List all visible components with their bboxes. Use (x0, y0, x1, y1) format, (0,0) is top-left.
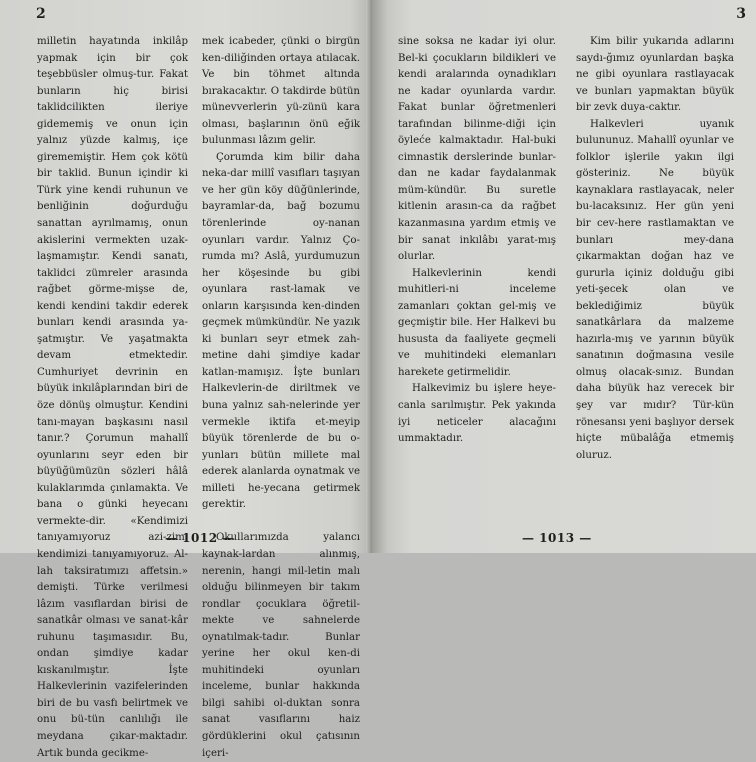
right-page (372, 0, 756, 553)
left-page-column-1 (37, 34, 188, 762)
paragraph: Halkevleri uyanık bulununuz. Mahallî oyunlar ve folklor işlerile yakın ilgi gösteriniz. Ne büyük kaynaklara rastlayacak, neler bu-lacaksınız. Her gün yeni bir cev-here rastlamaktan ve bunları mey-dana çıkarmaktan doğan haz ve gururla içiniz dolduğu gibi yeti-şecek olan ve beklediğimiz büyük sanatkârlara da malzeme hazırla-mış ve yarının büyük sanatının doğmasına vesile olmuş olacak-sınız. Bundan daha büyük haz verecek bir şey var mıdır? Tür-kün rönesansı yeni başlıyor dersek hiçte mübalâğa etmemiş oluruz. (576, 118, 734, 461)
paragraph: milletin hayatında inkilâp yapmak için bir çok teşebbüsler olmuş-tur. Fakat bunların hiç birisi taklidcilikten ileriye gidememiş ve onun için yalnız yüzde kalmış, içe girememiştir. Hem çok kötü bir taklid. Bunun içindir ki Türk yine kendi ruhunun ve benliğinin doğurduğu sanattan ayrılmamış, onun akislerini vermekten uzak-laşmamıştır. Kendi sanatı, taklidci zümreler arasında rağbet görme-mişse de, kendi kendini takdir ederek bunları kendi arasında ya-şatmıştır. Ve yaşatmakta devam etmektedir. Cumhuriyet devrinin en büyük inkılâplarından biri de öze dönüş olmuştur. Kendini tanı-mayan başkasını nasıl tanır.? Çorumun mahallî oyunlarını seyr eden bir büyüğümüzün sözleri hâlâ kulaklarımda çınlamakta. Ve bana o günki heyecanı vermekte-dir. «Kendimizi tanıyamıyoruz azi-zim, kendimizi tanıyamıyoruz. Al-lah taksiratımızı affetsin.» demişti. Türke verilmesi lâzım vasıflardan birisi de sanatkâr olması ve sanat-kâr ruhunu taşımasıdır. Bu, ondan şimdiye kadar kıskanılmıştır. İşte Halkevlerinin vazifelerinden biri de bu vasfı belirtmek ve onu bü-tün canlılığı ile meydana çıkar-maktadır. Artık bunda gecikme- (37, 36, 188, 759)
right-page-column-2 (576, 34, 734, 464)
paragraph: Çorumda kim bilir daha neka-dar millî vasıfları taşıyan ve her gün köy düğünlerinde, bayramlar-da, bağ bozumu törenlerinde oy-nanan oyunları vardır. Yalnız Ço-rumda mı? Aslâ, yurdumuzun her köşesinde bu gibi oyunlara rast-lamak ve onların karşısında ken-dinden geçmek mümkündür. Ne yazık ki bunları seyr etmek zah-metine dahi şimdiye kadar katlan-mamışız. İşte bunları Halkevlerin-de diriltmek ve buna yalnız sah-nelerinde yer vermekle iktifa et-meyip büyük törenlerde de bu o-yunları bütün millete mal ederek alanlarda oynatmak ve milleti he-yecana getirmek gerektir. (202, 151, 360, 511)
right-page-column-1 (398, 34, 556, 448)
left-corner-number: 2 (36, 6, 46, 22)
paragraph: mek icabeder, çünki o birgün ken-diliğinden ortaya atılacak. Ve bin töhmet altında bırakacaktır. O takdirde bütün münevverlerin yü-zünü kara olması, başlarının önü eğik bulunması lâzım gelir. (202, 36, 360, 147)
paragraph: Halkevlerinin kendi muhitleri-ni inceleme zamanları çoktan gel-miş ve geçmiştir bile. Her Halkevi bu hususta da faaliyete geçmeli ve muhitindeki elemanları harekete getirmelidir. (398, 267, 556, 378)
paragraph: sine soksa ne kadar iyi olur. Bel-ki çocukların bildikleri ve kendi aralarında oynadıkları ne kadar oyunlarda vardır. Fakat bunlar öğretmenleri tarafından bilinme-diği için öyleće kalmaktadır. Hal-buki cimnastik derslerinde bunlar-dan ne kadar faydalanmak müm-kündür. Bu suretle kitlenin arasın-ca da rağbet kazanmasına yardım etmiş ve bir sanat inkılâbı yarat-mış olurlar. (398, 36, 556, 263)
paragraph: Kim bilir yukarıda adlarını saydı-ğımız oyunlardan başka ne gibi oyunlara rastlayacak ve bunları yapmaktan büyük bir zevk duya-caktır. (576, 36, 734, 114)
paragraph: Okullarımızda yalancı kaynak-lardan alınmış, nerenin, hangi mil-letin malı olduğu bilinmeyen bir takım rondlar çocuklara öğretil-mekte ve sahnelerde oynatılmak-tadır. Bunlar yerine her okul ken-di muhitindeki oyunları inceleme, bunlar hakkında bilgi sahibi ol-duktan sonra sanat vasıflarını haiz gördüklerini okul çatısının içeri- (202, 532, 360, 759)
paragraph: Halkevimiz bu işlere heye-canla sarılmıştır. Pek yakında iyi neticeler alacağını ummaktadır. (398, 383, 556, 445)
left-page-folio: — 1012 — (165, 531, 235, 545)
right-corner-number: 3 (736, 6, 746, 22)
right-page-folio: — 1013 — (522, 531, 592, 545)
left-page (0, 0, 372, 759)
left-page-column-2 (202, 34, 360, 762)
